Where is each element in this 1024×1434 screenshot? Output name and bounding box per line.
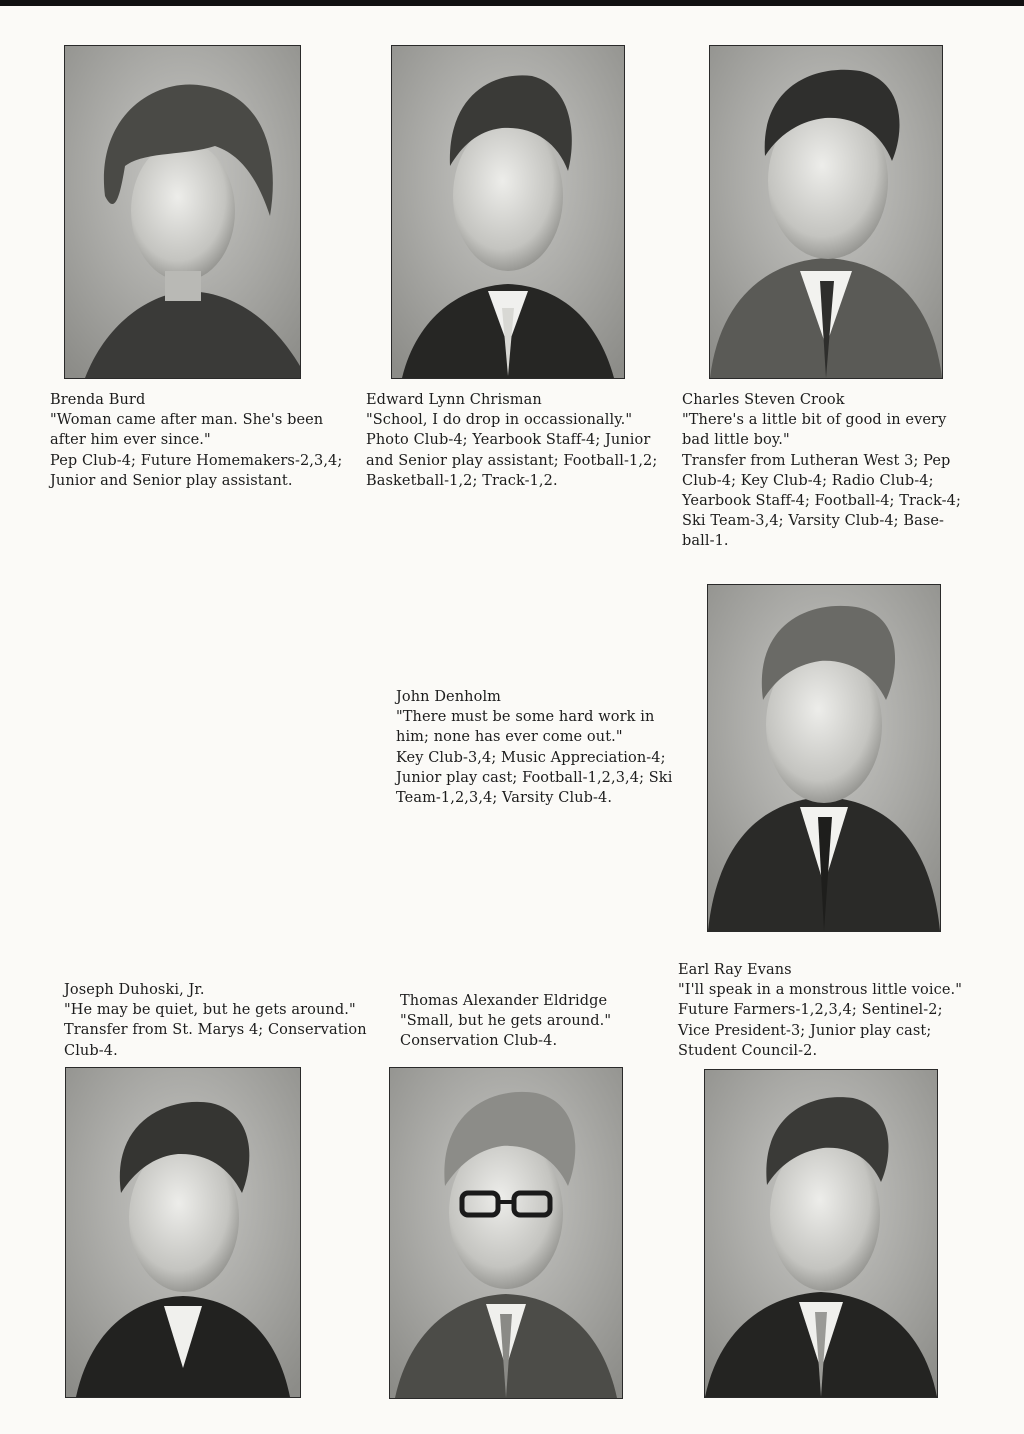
student-activities-line: Conservation Club-4. (400, 1033, 558, 1050)
student-activities-line: and Senior play assistant; Football-1,2; (366, 452, 658, 469)
caption-joseph-duhoski (64, 980, 367, 1061)
student-name: Edward Lynn Chrisman (366, 392, 542, 408)
portrait-charles-steven-crook (709, 45, 943, 379)
caption-brenda-burd (50, 390, 342, 491)
student-activities-line: Junior play cast; Football-1,2,3,4; Ski (396, 769, 673, 786)
student-activities-line: Future Farmers-1,2,3,4; Sentinel-2; (678, 1002, 943, 1019)
student-activities-line: Junior and Senior play assistant. (50, 472, 293, 489)
student-activities-line: Yearbook Staff-4; Football-4; Track-4; (682, 493, 961, 510)
portrait-edward-lynn-chrisman (391, 45, 625, 379)
student-activities-line: Club-4. (64, 1042, 118, 1059)
student-activities-line: Transfer from Lutheran West 3; Pep (682, 452, 951, 469)
caption-charles-steven-crook (682, 390, 961, 552)
student-activities-line: Ski Team-3,4; Varsity Club-4; Base- (682, 513, 945, 530)
portrait-thomas-alexander-eldridge (389, 1067, 623, 1399)
portrait-joseph-duhoski (65, 1067, 301, 1398)
portrait-john-denholm (707, 584, 941, 932)
student-activities-line: Key Club-3,4; Music Appreciation-4; (396, 749, 666, 766)
student-quote-line: him; none has ever come out." (396, 729, 623, 746)
student-quote-line: "School, I do drop in occassionally." (366, 412, 633, 429)
caption-john-denholm (396, 687, 672, 808)
student-name: Earl Ray Evans (678, 962, 792, 978)
student-activities-line: Student Council-2. (678, 1042, 818, 1059)
student-quote-line: "There's a little bit of good in every (682, 412, 947, 429)
caption-edward-lynn-chrisman (366, 390, 657, 491)
caption-thomas-alexander-eldridge (400, 991, 611, 1052)
student-activities-line: Vice President-3; Junior play cast; (678, 1022, 932, 1039)
page-top-rule (0, 0, 1024, 6)
student-quote-line: "Woman came after man. She's been (50, 412, 324, 429)
student-quote-line: after him ever since." (50, 432, 211, 449)
portrait-earl-ray-evans (704, 1069, 938, 1398)
portrait-brenda-burd (64, 45, 301, 379)
student-name: Brenda Burd (50, 392, 146, 408)
student-name: John Denholm (396, 689, 502, 705)
student-activities-line: Club-4; Key Club-4; Radio Club-4; (682, 472, 934, 489)
student-activities-line: ball-1. (682, 533, 729, 550)
student-quote-line: bad little boy." (682, 432, 790, 449)
student-quote-line: "Small, but he gets around." (400, 1013, 612, 1030)
student-name: Joseph Duhoski, Jr. (64, 982, 205, 998)
student-activities-line: Basketball-1,2; Track-1,2. (366, 472, 558, 489)
student-activities-line: Photo Club-4; Yearbook Staff-4; Junior (366, 432, 651, 449)
student-name: Thomas Alexander Eldridge (400, 993, 608, 1009)
student-quote-line: "There must be some hard work in (396, 709, 655, 726)
caption-earl-ray-evans (678, 960, 962, 1061)
student-activities-line: Pep Club-4; Future Homemakers-2,3,4; (50, 452, 343, 469)
student-name: Charles Steven Crook (682, 392, 845, 408)
student-activities-line: Team-1,2,3,4; Varsity Club-4. (396, 790, 613, 807)
student-quote-line: "He may be quiet, but he gets around." (64, 1002, 356, 1019)
student-quote-line: "I'll speak in a monstrous little voice." (678, 982, 962, 999)
student-activities-line: Transfer from St. Marys 4; Conservation (64, 1022, 367, 1039)
